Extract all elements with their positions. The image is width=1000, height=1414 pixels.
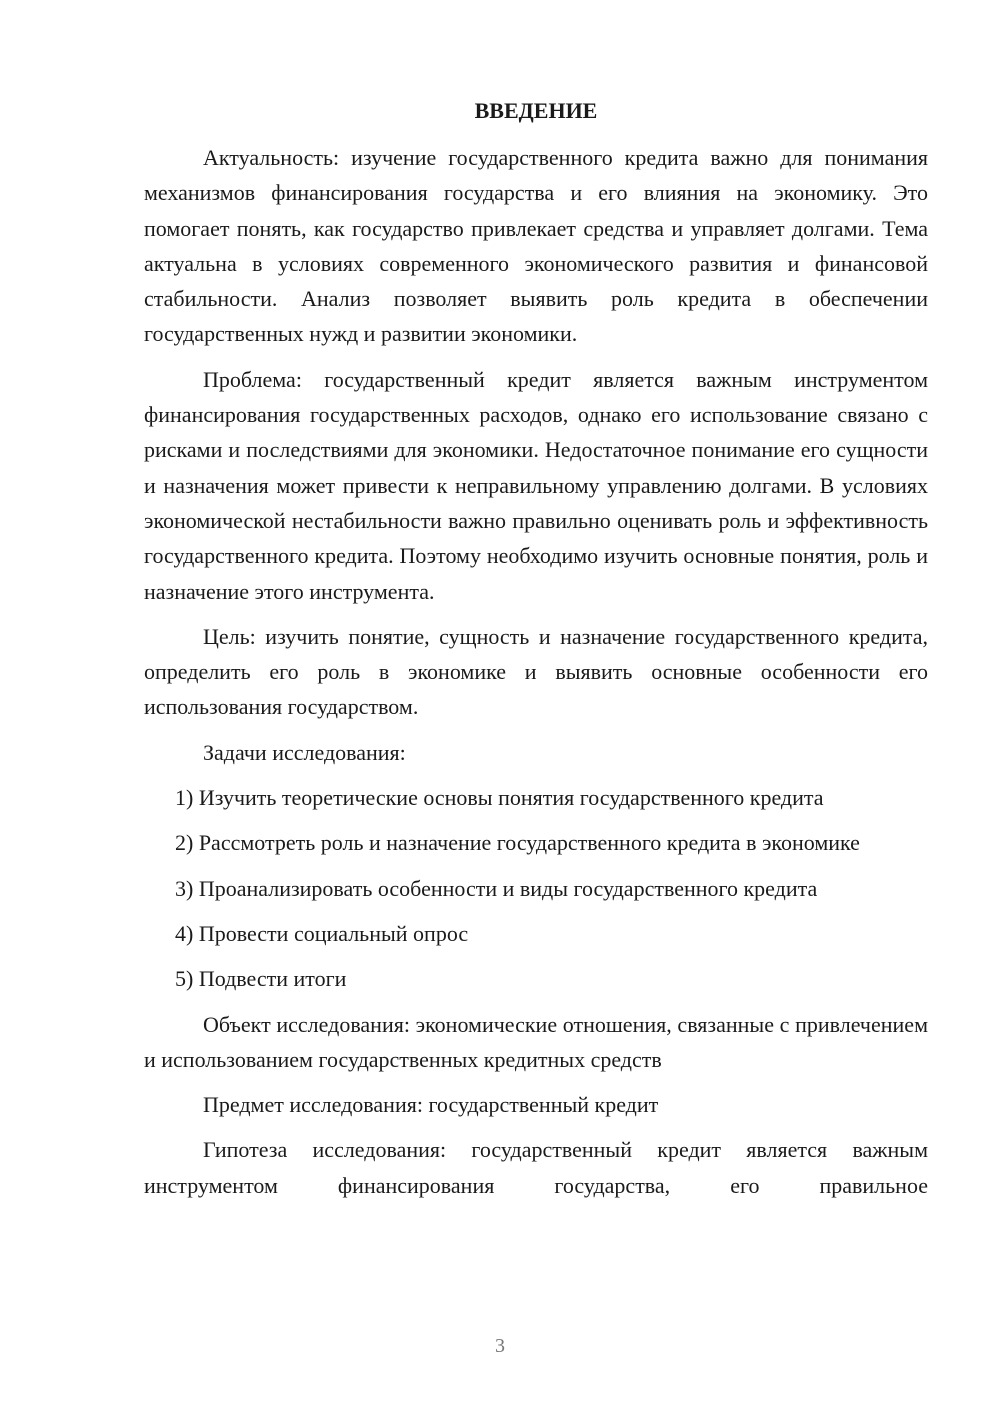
paragraph-relevance: Актуальность: изучение государственного кредита важно для понимания механизмов финансирования государства и его влияния на экономику. Это помогает понять, как государство привлекает средства и управляет долгами. Тема актуальна в условиях современного экономического развития и финансовой стабильности. Анализ позволяет выявить роль кредита в обеспечении государственных нужд и развитии экономики. xyxy=(144,145,928,347)
document-page xyxy=(144,96,928,1213)
task-item-3: 3) Проанализировать особенности и виды государственного кредита xyxy=(175,875,818,901)
task-item-4: 4) Провести социальный опрос xyxy=(175,920,469,946)
task-item-1: 1) Изучить теоретические основы понятия государственного кредита xyxy=(175,785,824,811)
task-item-5: 5) Подвести итоги xyxy=(175,966,347,992)
paragraph-tasks-heading: Задачи исследования: xyxy=(203,739,406,765)
task-item-2: 2) Рассмотреть роль и назначение государственного кредита в экономике xyxy=(175,830,860,856)
paragraph-problem: Проблема: государственный кредит является важным инструментом финансирования государственных расходов, однако его использование связано с рисками и последствиями для экономики. Недостаточное понимание его сущности и назначения может привести к неправильному управлению долгами. В условиях экономической нестабильности важно правильно оценивать роль и эффективность государственного кредита. Поэтому необходимо изучить основные понятия, роль и назначение этого инструмента. xyxy=(144,366,928,604)
section-heading: ВВЕДЕНИЕ xyxy=(474,98,598,123)
paragraph-object: Объект исследования: экономические отношения, связанные с привлечением и использованием государственных кредитных средств xyxy=(144,1011,928,1072)
page-number: 3 xyxy=(495,1335,505,1357)
paragraph-hypothesis: Гипотеза исследования: государственный кредит является важным инструментом финансирования государства, его правильное xyxy=(144,1137,928,1198)
paragraph-goal: Цель: изучить понятие, сущность и назначение государственного кредита, определить его роль в экономике и выявить основные особенности его использования государством. xyxy=(144,623,928,720)
paragraph-subject: Предмет исследования: государственный кредит xyxy=(203,1092,659,1118)
